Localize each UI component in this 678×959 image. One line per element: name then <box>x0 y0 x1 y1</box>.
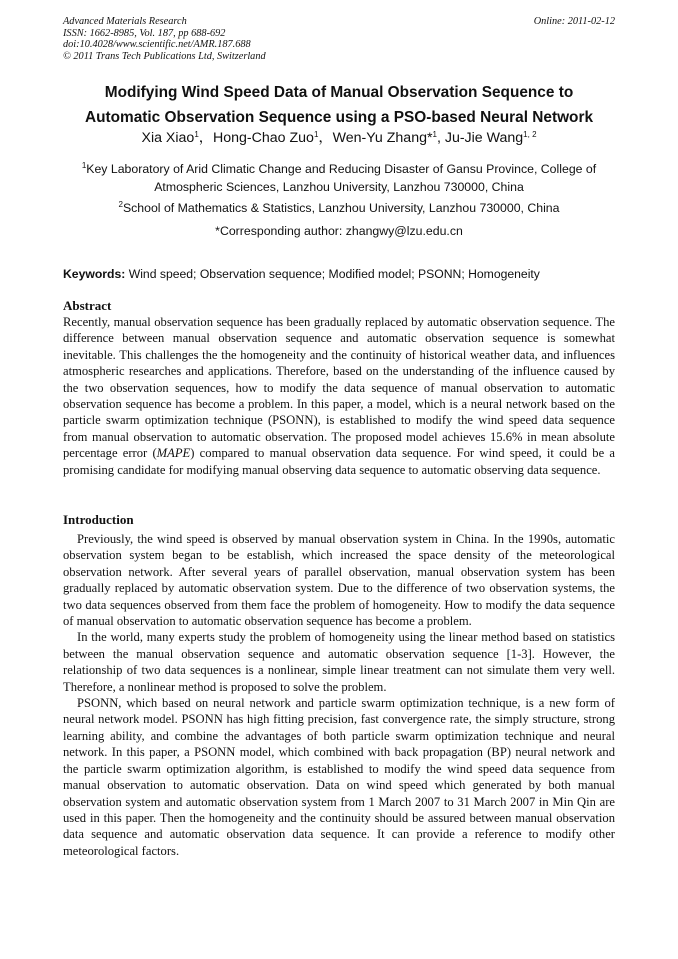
affiliation-1-line-1: Key Laboratory of Arid Climatic Change and Reducing Disaster of Gansu Province, College of <box>86 162 597 176</box>
affiliation-mark: 1 <box>81 161 87 170</box>
abstract-mape-term: MAPE <box>156 446 191 461</box>
author-affiliation-mark: 1 <box>432 130 437 139</box>
affiliation-1 <box>40 160 638 196</box>
intro-paragraph: In the world, many experts study the problem of homogeneity using the linear method based on statistics between the manual observation sequence and automatic observation sequence [1-3]. However, the relationship of two data sequences is a nonlinear, simple linear treatment can not simulate them very well. Therefore, a nonlinear method is proposed to solve the problem. <box>63 630 615 694</box>
affiliation-1-line-2: Atmospheric Sciences, Lanzhou University, Lanzhou 730000, China <box>154 180 524 194</box>
online-date: Online: 2011-02-12 <box>533 16 615 27</box>
intro-paragraph: PSONN, which based on neural network and particle swarm optimization technique, is a new form of neural network model. PSONN has high fitting precision, fast convergence rate, the simply structure, strong learning ability, and combine the advantages of both particle swarm optimization technique and neural network. In this paper, a PSONN model, which combined with back propagation (BP) neural network and the particle swarm optimization algorithm, is established to modify the wind speed data sequence from manual observation to automatic observation. Data on wind speed which generated by both manual observation system and automatic observation system from 1 March 2007 to 31 March 2007 in Min Qin are used in this paper. Then the homogeneity and the continuity should be assured between manual observation data sequence and automatic observation data sequence. It can provide a reference to modify other meteorological factors. <box>63 696 615 858</box>
abstract-body <box>63 314 615 478</box>
author-list <box>40 128 638 148</box>
author-name: Wen-Yu Zhang* <box>332 130 433 146</box>
affiliation-2 <box>40 199 638 217</box>
journal-name: Advanced Materials Research <box>63 16 187 27</box>
author-name: Xia Xiao <box>141 130 195 146</box>
keywords <box>63 266 623 282</box>
issn-line: ISSN: 1662-8985, Vol. 187, pp 688-692 <box>63 27 226 39</box>
author-name: Hong-Chao Zuo <box>212 130 314 146</box>
author-affiliation-mark: 1 <box>313 130 319 139</box>
introduction-heading: Introduction <box>63 512 134 527</box>
affiliation-2-text: School of Mathematics & Statistics, Lanzhou University, Lanzhou 730000, China <box>122 201 560 215</box>
introduction-body <box>63 531 615 859</box>
abstract-heading: Abstract <box>63 298 112 313</box>
author-separator: , <box>436 130 445 146</box>
doi-line: doi:10.4028/www.scientific.net/AMR.187.688 <box>63 39 251 51</box>
keywords-text: Wind speed; Observation sequence; Modified model; PSONN; Homogeneity <box>125 267 540 281</box>
paper-title <box>40 80 638 130</box>
corresponding-author: *Corresponding author: zhangwy@lzu.edu.cn <box>215 224 463 238</box>
author-affiliation-mark: 1 <box>194 130 199 139</box>
abstract-text-part-1: Recently, manual observation sequence has been gradually replaced by automatic observation sequence. The difference between manual observation sequence and automatic observation sequence is somewhat inevitable. This challenges the the homogeneity and the continuity of historical weather data, and influences atmospheric researches and applications. Therefore, based on the understanding of the influence caused by the two observation sequences, how to modify the data sequence of manual observation to automatic observation sequence has become a problem. In this paper, a model, which is a neural network based on the particle swarm optimization technique (PSONN), is established to modify the wind speed data sequence from manual observation to automatic observation. The proposed model achieves 15.6% in mean absolute percentage error ( <box>63 315 615 461</box>
author-separator: ， <box>318 130 333 146</box>
intro-paragraph: Previously, the wind speed is observed by manual observation system in China. In the 1990s, automatic observation system began to be establish, which increased the space density of the meteorological observation network. After several years of parallel observation, manual observation system has been gradually replaced by automatic observation system. Due to the difference of two observation systems, the two data sequences observed from them face the problem of homogeneity. How to modify the data sequence of manual observation to automatic observation sequence has become a problem. <box>63 532 615 629</box>
journal-header <box>63 16 615 62</box>
abstract-text-part-2: ) compared to manual observation data sequence. For wind speed, it could be a promising candidate for modifying manual observing data sequence to automatic observing data sequence. <box>63 446 615 477</box>
title-line-2: Automatic Observation Sequence using a PSO-based Neural Network <box>84 109 594 126</box>
author-affiliation-mark: 1, 2 <box>523 130 537 139</box>
author-separator: ， <box>198 130 213 146</box>
author-name: Ju-Jie Wang <box>444 130 524 146</box>
title-line-1: Modifying Wind Speed Data of Manual Observation Sequence to <box>104 84 574 101</box>
affiliation-mark: 2 <box>118 200 123 209</box>
copyright-line: © 2011 Trans Tech Publications Ltd, Switzerland <box>63 50 266 62</box>
keywords-label: Keywords: <box>63 267 126 281</box>
